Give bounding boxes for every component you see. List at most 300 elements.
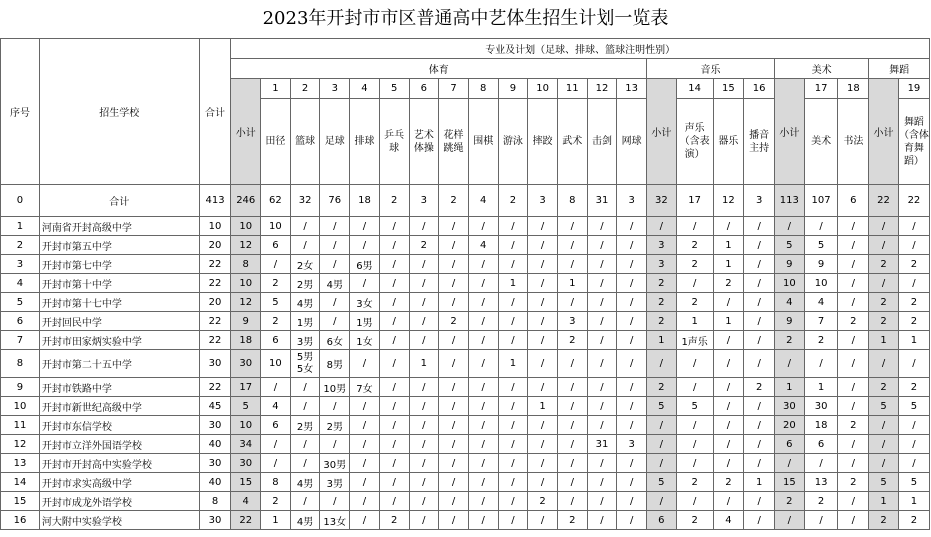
plan-cell: / (617, 274, 647, 293)
header-subject: 网球 (617, 99, 647, 185)
plan-cell: 31 (587, 435, 617, 454)
plan-cell: / (676, 492, 713, 511)
table-row (1, 416, 930, 435)
plan-cell: / (838, 350, 869, 378)
plan-cell: / (468, 454, 498, 473)
plan-cell: / (498, 511, 528, 530)
plan-cell: 2 (379, 511, 409, 530)
plan-cell: 4男 (290, 473, 320, 492)
plan-cell: / (290, 397, 320, 416)
plan-cell: 2 (775, 331, 805, 350)
plan-cell: 2男 (290, 274, 320, 293)
plan-cell: / (409, 511, 439, 530)
plan-cell: / (713, 217, 744, 236)
plan-cell: / (713, 293, 744, 312)
plan-cell: / (804, 350, 838, 378)
header-subject: 田径 (261, 99, 291, 185)
row-number: 11 (1, 416, 40, 435)
plan-cell: / (647, 350, 677, 378)
plan-cell: / (528, 217, 558, 236)
plan-cell: 30 (804, 397, 838, 416)
plan-cell: 10 (231, 217, 261, 236)
header-music: 音乐 (647, 59, 775, 79)
plan-cell: / (350, 350, 380, 378)
row-total: 20 (199, 236, 231, 255)
plan-cell: 31 (587, 185, 617, 217)
plan-cell: / (557, 350, 587, 378)
table-row (1, 378, 930, 397)
plan-cell: / (379, 236, 409, 255)
plan-cell: 6女 (320, 331, 350, 350)
plan-cell: 9 (804, 255, 838, 274)
plan-cell: / (713, 435, 744, 454)
plan-cell: 62 (261, 185, 291, 217)
plan-cell: / (409, 473, 439, 492)
plan-cell: / (498, 435, 528, 454)
plan-cell: 8 (231, 255, 261, 274)
plan-cell: / (587, 492, 617, 511)
plan-cell: 1男 (350, 312, 380, 331)
plan-cell: 8 (557, 185, 587, 217)
plan-cell: 4男 (320, 274, 350, 293)
plan-cell: 2 (898, 511, 929, 530)
plan-cell: / (468, 397, 498, 416)
plan-cell: 5 (647, 397, 677, 416)
plan-cell: 3 (409, 185, 439, 217)
header-num: 12 (587, 79, 617, 99)
plan-cell: 2 (557, 331, 587, 350)
row-total: 40 (199, 473, 231, 492)
row-total: 40 (199, 435, 231, 454)
plan-cell: / (379, 435, 409, 454)
plan-cell: / (713, 378, 744, 397)
plan-cell: 107 (804, 185, 838, 217)
plan-cell: / (350, 473, 380, 492)
plan-cell: 1 (261, 511, 291, 530)
school-name: 开封市新世纪高级中学 (39, 397, 199, 416)
plan-cell: / (320, 293, 350, 312)
header-seq: 序号 (1, 39, 40, 185)
header-num: 18 (838, 79, 869, 99)
plan-cell: 1 (676, 312, 713, 331)
plan-cell: / (617, 331, 647, 350)
plan-cell: 2 (744, 378, 775, 397)
plan-cell: 6 (804, 435, 838, 454)
plan-cell: / (898, 435, 929, 454)
plan-cell: / (320, 312, 350, 331)
plan-cell: / (498, 312, 528, 331)
plan-cell: 8 (261, 473, 291, 492)
plan-cell: 5 (261, 293, 291, 312)
table-row (1, 397, 930, 416)
plan-cell: / (587, 255, 617, 274)
row-total: 45 (199, 397, 231, 416)
plan-cell: 1 (804, 378, 838, 397)
plan-cell: / (409, 331, 439, 350)
plan-cell: / (439, 331, 469, 350)
plan-cell: 1 (869, 331, 899, 350)
plan-cell: / (744, 397, 775, 416)
plan-cell: / (528, 416, 558, 435)
plan-cell: / (290, 454, 320, 473)
plan-cell: / (439, 435, 469, 454)
plan-cell: / (409, 293, 439, 312)
plan-cell: 2 (261, 312, 291, 331)
plan-cell: / (528, 293, 558, 312)
plan-cell: / (409, 217, 439, 236)
plan-cell: / (528, 454, 558, 473)
header-subject: 书法 (838, 99, 869, 185)
plan-cell: 15 (775, 473, 805, 492)
plan-cell: 2 (261, 492, 291, 511)
plan-cell: / (468, 492, 498, 511)
plan-cell: / (647, 454, 677, 473)
plan-cell: / (379, 255, 409, 274)
plan-cell: / (320, 255, 350, 274)
plan-cell: / (409, 435, 439, 454)
header-subject: 乒乓球 (379, 99, 409, 185)
plan-cell: 10 (231, 274, 261, 293)
plan-cell: / (775, 350, 805, 378)
plan-cell: / (647, 217, 677, 236)
row-total: 30 (199, 350, 231, 378)
plan-cell: 32 (647, 185, 677, 217)
plan-cell: / (409, 416, 439, 435)
plan-cell: 2男 (320, 416, 350, 435)
plan-cell: 5 (676, 397, 713, 416)
plan-cell: / (744, 350, 775, 378)
plan-cell: 5 (804, 236, 838, 255)
plan-cell: / (498, 378, 528, 397)
plan-cell: 10 (261, 217, 291, 236)
plan-cell: 6 (261, 331, 291, 350)
plan-cell: / (468, 331, 498, 350)
plan-cell: / (468, 511, 498, 530)
plan-cell: 12 (231, 236, 261, 255)
plan-cell: / (775, 511, 805, 530)
plan-cell: / (498, 416, 528, 435)
plan-cell: / (439, 350, 469, 378)
school-name: 开封市成龙外语学校 (39, 492, 199, 511)
plan-cell: / (350, 274, 380, 293)
plan-cell: / (379, 293, 409, 312)
plan-cell: 2 (439, 185, 469, 217)
plan-cell: / (528, 331, 558, 350)
header-num: 16 (744, 79, 775, 99)
plan-cell: / (617, 511, 647, 530)
plan-cell: / (350, 217, 380, 236)
plan-cell: 2 (804, 331, 838, 350)
plan-cell: / (744, 274, 775, 293)
plan-cell: / (439, 293, 469, 312)
row-number: 16 (1, 511, 40, 530)
plan-cell: / (587, 331, 617, 350)
header-subject: 美术 (804, 99, 838, 185)
plan-cell: / (290, 435, 320, 454)
plan-cell: / (290, 492, 320, 511)
plan-cell: / (744, 492, 775, 511)
plan-cell: 2 (647, 293, 677, 312)
plan-cell: / (468, 473, 498, 492)
plan-cell: 1 (869, 492, 899, 511)
plan-cell: / (869, 236, 899, 255)
plan-cell: 30男 (320, 454, 350, 473)
plan-cell: / (290, 236, 320, 255)
plan-cell: / (439, 255, 469, 274)
plan-cell: 2 (898, 293, 929, 312)
plan-cell: / (838, 435, 869, 454)
plan-cell: / (898, 236, 929, 255)
plan-cell: / (617, 293, 647, 312)
header-num: 4 (350, 79, 380, 99)
plan-cell: / (320, 492, 350, 511)
header-num: 11 (557, 79, 587, 99)
school-name: 开封市求实高级中学 (39, 473, 199, 492)
school-name: 开封市立洋外国语学校 (39, 435, 199, 454)
table-row (1, 350, 930, 378)
header-school: 招生学校 (39, 39, 199, 185)
plan-cell: 4 (468, 185, 498, 217)
plan-cell: / (869, 435, 899, 454)
plan-cell: 3女 (350, 293, 380, 312)
plan-cell: 2 (409, 236, 439, 255)
table-row (1, 454, 930, 473)
enrollment-table (0, 38, 930, 530)
plan-cell: / (869, 416, 899, 435)
header-num: 15 (713, 79, 744, 99)
plan-cell: 1 (744, 473, 775, 492)
plan-cell: 2 (261, 274, 291, 293)
plan-cell: / (409, 454, 439, 473)
row-number: 14 (1, 473, 40, 492)
plan-cell: 5 (775, 236, 805, 255)
plan-cell: / (744, 435, 775, 454)
plan-cell: / (898, 217, 929, 236)
row-number: 7 (1, 331, 40, 350)
row-number: 15 (1, 492, 40, 511)
table-row (1, 236, 930, 255)
plan-cell: 2 (379, 185, 409, 217)
plan-cell: / (261, 378, 291, 397)
row-number: 10 (1, 397, 40, 416)
plan-cell: / (744, 511, 775, 530)
plan-cell: / (838, 293, 869, 312)
plan-cell: / (409, 492, 439, 511)
table-row (1, 185, 930, 217)
header-subject: 艺术体操 (409, 99, 439, 185)
plan-cell: / (713, 416, 744, 435)
plan-cell: 3 (528, 185, 558, 217)
plan-cell: 4男 (290, 293, 320, 312)
plan-cell: 30 (775, 397, 805, 416)
plan-cell: 113 (775, 185, 805, 217)
plan-cell: 2 (439, 312, 469, 331)
plan-cell: / (587, 378, 617, 397)
plan-cell: / (587, 397, 617, 416)
header-num: 14 (676, 79, 713, 99)
school-name: 开封市第五中学 (39, 236, 199, 255)
row-number: 0 (1, 185, 40, 217)
plan-cell: / (587, 473, 617, 492)
header-num: 6 (409, 79, 439, 99)
plan-cell: / (439, 416, 469, 435)
header-subject: 足球 (320, 99, 350, 185)
plan-cell: / (468, 435, 498, 454)
plan-cell: / (528, 378, 558, 397)
table-row (1, 492, 930, 511)
header-plan: 专业及计划（足球、排球、篮球注明性别） (231, 39, 930, 59)
plan-cell: / (557, 378, 587, 397)
header-num: 9 (498, 79, 528, 99)
plan-cell: / (350, 511, 380, 530)
school-name: 开封市第十中学 (39, 274, 199, 293)
plan-cell: / (498, 255, 528, 274)
plan-cell: 2 (898, 312, 929, 331)
plan-cell: 2 (775, 492, 805, 511)
plan-cell: / (528, 350, 558, 378)
header-subject: 花样跳绳 (439, 99, 469, 185)
plan-cell: / (350, 397, 380, 416)
plan-cell: / (617, 416, 647, 435)
school-name: 河南省开封高级中学 (39, 217, 199, 236)
plan-cell: 6 (647, 511, 677, 530)
plan-cell: 1 (409, 350, 439, 378)
plan-cell: / (379, 473, 409, 492)
plan-cell: 2 (647, 274, 677, 293)
plan-cell: 5 (898, 397, 929, 416)
plan-cell: 1 (557, 274, 587, 293)
plan-cell: 22 (231, 511, 261, 530)
plan-cell: 10 (775, 274, 805, 293)
school-name: 开封回民中学 (39, 312, 199, 331)
row-total: 30 (199, 416, 231, 435)
plan-cell: / (379, 397, 409, 416)
plan-cell: / (804, 511, 838, 530)
row-number: 9 (1, 378, 40, 397)
plan-cell: 12 (713, 185, 744, 217)
plan-cell: / (261, 435, 291, 454)
plan-cell: 18 (350, 185, 380, 217)
plan-cell: 2 (676, 255, 713, 274)
plan-cell: 1 (713, 255, 744, 274)
header-subject: 摔跤 (528, 99, 558, 185)
plan-cell: / (587, 217, 617, 236)
plan-cell: 1 (898, 492, 929, 511)
plan-cell: 6 (838, 185, 869, 217)
plan-cell: / (617, 397, 647, 416)
plan-cell: 32 (290, 185, 320, 217)
plan-cell: / (320, 435, 350, 454)
plan-cell: / (557, 255, 587, 274)
plan-cell: / (775, 454, 805, 473)
plan-cell: / (676, 378, 713, 397)
plan-cell: / (557, 293, 587, 312)
plan-cell: 10 (261, 350, 291, 378)
plan-cell: / (468, 378, 498, 397)
plan-cell: / (838, 331, 869, 350)
plan-cell: 20 (775, 416, 805, 435)
header-subject: 游泳 (498, 99, 528, 185)
plan-cell: / (290, 217, 320, 236)
plan-cell: 2 (498, 185, 528, 217)
plan-cell: / (439, 274, 469, 293)
plan-cell: / (557, 454, 587, 473)
plan-cell: 6 (775, 435, 805, 454)
plan-cell: 2 (869, 255, 899, 274)
row-total: 22 (199, 312, 231, 331)
plan-cell: 2 (838, 473, 869, 492)
plan-cell: 1 (775, 378, 805, 397)
plan-cell: / (676, 217, 713, 236)
plan-cell: / (587, 511, 617, 530)
plan-cell: / (379, 416, 409, 435)
plan-cell: 30 (231, 454, 261, 473)
plan-cell: 2 (713, 473, 744, 492)
plan-cell: / (350, 416, 380, 435)
header-num: 19 (898, 79, 929, 99)
plan-cell: 34 (231, 435, 261, 454)
header-subtotal-art: 小计 (775, 79, 805, 185)
page-title: 2023年开封市市区普通高中艺体生招生计划一览表 (262, 8, 669, 29)
plan-cell: / (869, 454, 899, 473)
plan-cell: 3 (744, 185, 775, 217)
plan-cell: / (498, 492, 528, 511)
row-number: 4 (1, 274, 40, 293)
plan-cell: / (468, 350, 498, 378)
table-row (1, 473, 930, 492)
row-total: 30 (199, 454, 231, 473)
plan-cell: / (713, 331, 744, 350)
header-subject: 声乐（含表演） (676, 99, 713, 185)
plan-cell: / (838, 397, 869, 416)
plan-cell: 2 (557, 511, 587, 530)
plan-cell: / (647, 492, 677, 511)
plan-cell: / (898, 274, 929, 293)
plan-cell: / (439, 511, 469, 530)
header-subtotal-sports: 小计 (231, 79, 261, 185)
plan-cell: 9 (775, 255, 805, 274)
plan-cell: / (587, 274, 617, 293)
plan-cell: / (869, 350, 899, 378)
school-name: 河大附中实验学校 (39, 511, 199, 530)
plan-cell: 1 (713, 236, 744, 255)
plan-cell: 3 (647, 236, 677, 255)
plan-cell: / (617, 378, 647, 397)
school-name: 开封市铁路中学 (39, 378, 199, 397)
school-name: 开封市第二十五中学 (39, 350, 199, 378)
plan-cell: / (557, 217, 587, 236)
row-total: 22 (199, 274, 231, 293)
header-num: 17 (804, 79, 838, 99)
plan-cell: / (409, 397, 439, 416)
plan-cell: 10 (804, 274, 838, 293)
table-row (1, 293, 930, 312)
plan-cell: / (617, 492, 647, 511)
plan-cell: / (528, 255, 558, 274)
row-number: 8 (1, 350, 40, 378)
plan-cell: / (468, 217, 498, 236)
row-total: 22 (199, 331, 231, 350)
plan-cell: / (838, 255, 869, 274)
plan-cell: / (647, 416, 677, 435)
header-subject: 围棋 (468, 99, 498, 185)
table-row (1, 217, 930, 236)
plan-cell: 2 (869, 378, 899, 397)
header-subject: 篮球 (290, 99, 320, 185)
plan-cell: / (838, 236, 869, 255)
plan-cell: / (617, 350, 647, 378)
plan-cell: 4男 (290, 511, 320, 530)
